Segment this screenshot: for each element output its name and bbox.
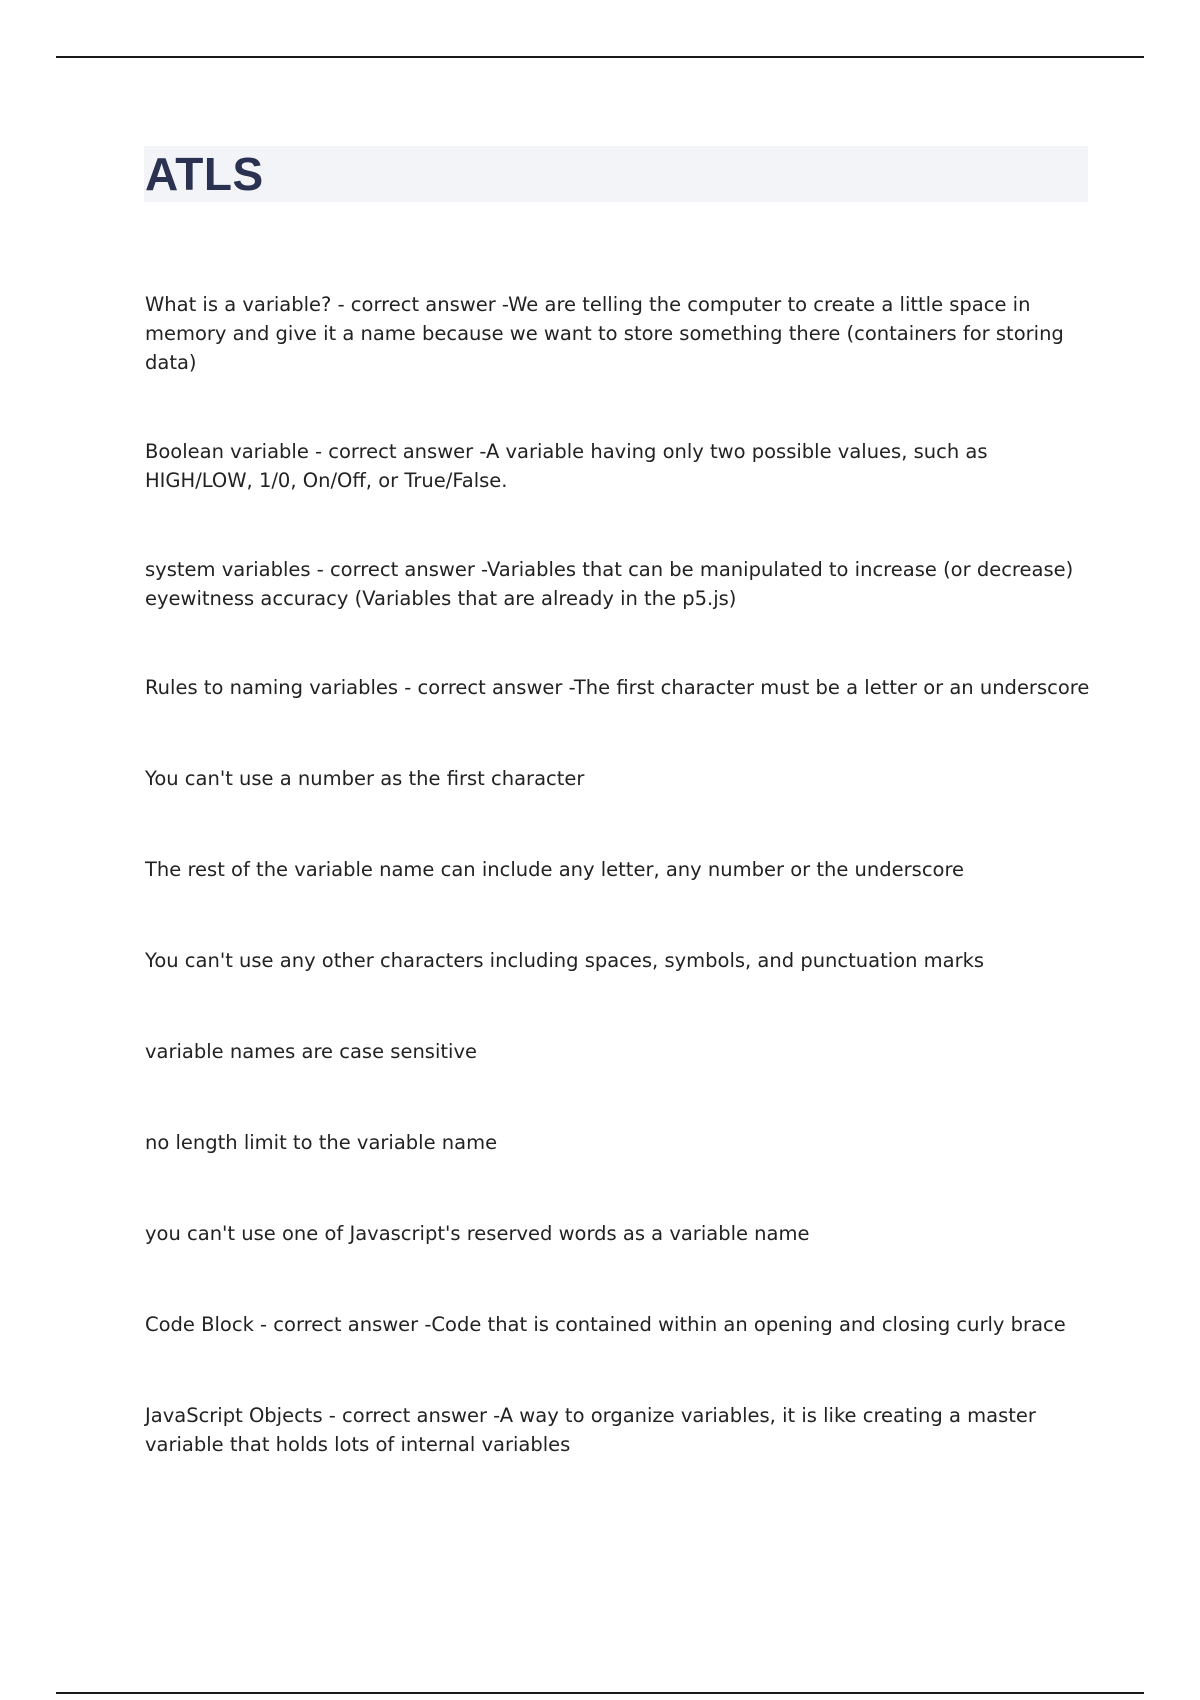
flashcard-entry: Code Block - correct answer -Code that is contained within an opening and closing curly brace bbox=[145, 1313, 1066, 1336]
document-title: ATLS bbox=[145, 148, 264, 200]
flashcard-entry: JavaScript Objects - correct answer -A way to organize variables, it is like creating a master variable that holds lots of internal variables bbox=[145, 1404, 1036, 1456]
flashcard-entry: no length limit to the variable name bbox=[145, 1131, 498, 1154]
flashcard-entry: The rest of the variable name can include any letter, any number or the underscore bbox=[145, 858, 965, 881]
flashcard-entry: variable names are case sensitive bbox=[145, 1040, 477, 1063]
flashcard-entry: system variables - correct answer -Variables that can be manipulated to increase (or decrease) eyewitness accuracy (Variables that are already in the p5.js) bbox=[145, 558, 1074, 610]
flashcard-list bbox=[145, 290, 1090, 1519]
flashcard-entry: you can't use one of Javascript's reserved words as a variable name bbox=[145, 1222, 810, 1245]
flashcard-entry: You can't use a number as the first character bbox=[145, 767, 585, 790]
flashcard-entry: You can't use any other characters including spaces, symbols, and punctuation marks bbox=[145, 949, 985, 972]
top-divider bbox=[56, 56, 1144, 58]
flashcard-entry: What is a variable? - correct answer -We are telling the computer to create a little space in memory and give it a name because we want to store something there (containers for storing data) bbox=[145, 293, 1064, 374]
bottom-divider bbox=[56, 1692, 1144, 1694]
flashcard-entry: Rules to naming variables - correct answer -The first character must be a letter or an underscore bbox=[145, 676, 1090, 699]
flashcard-entry: Boolean variable - correct answer -A variable having only two possible values, such as HIGH/LOW, 1/0, On/Off, or True/False. bbox=[145, 440, 988, 492]
title-band bbox=[144, 146, 1088, 202]
